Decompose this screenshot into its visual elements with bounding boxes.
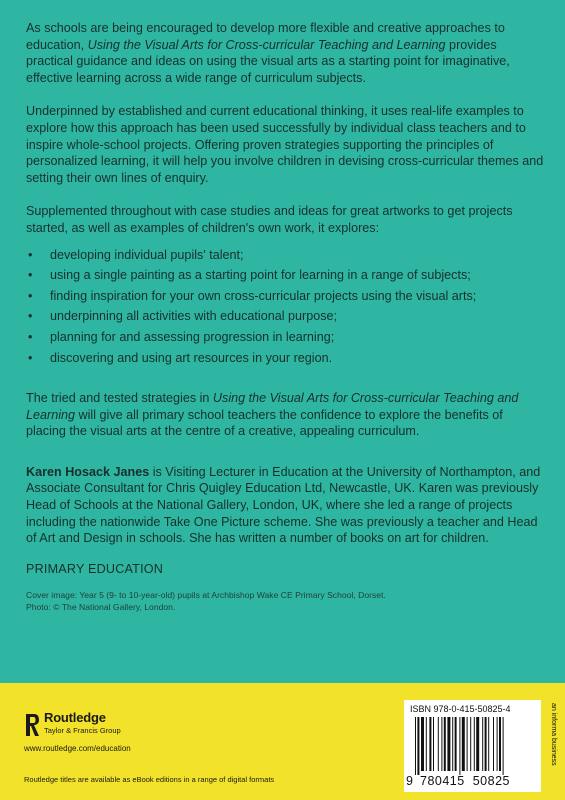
- intro-text: As schools are being encouraged to develop more flexible and creative approaches to education,: [26, 21, 505, 52]
- author-bio: [26, 464, 546, 547]
- list-item: • using a single painting as a starting point for learning in a range of subjects;: [26, 267, 546, 284]
- barcode-bar: [429, 717, 431, 771]
- list-item: • discovering and using art resources in your region.: [26, 350, 546, 367]
- intro-paragraph: [26, 20, 546, 86]
- intro-book-title: Using the Visual Arts for Cross-curricular Teaching and Learning: [87, 37, 446, 52]
- barcode-bar: [493, 717, 494, 771]
- isbn-label: ISBN 978-0-415-50825-4: [410, 704, 511, 714]
- barcode-bar: [482, 717, 483, 771]
- barcode-lead-digit: 9: [406, 774, 414, 788]
- closing-text: The tried and tested strategies in: [26, 391, 213, 406]
- barcode-bar: [459, 717, 460, 775]
- author-name: Karen Hosack Janes: [26, 464, 150, 479]
- blurb: [26, 20, 546, 613]
- barcode-bar: [433, 717, 434, 771]
- barcode-bar: [467, 717, 468, 771]
- barcode-group-2: 50825: [472, 774, 510, 788]
- barcode-bar: [455, 717, 457, 771]
- author-bio-text: is Visiting Lecturer in Education at the University of Northampton, and Associate Consultant for Chris Quigley Education Ltd, Newcastle, UK. Karen was previously Head of Schools at the National Gallery, London, UK, where she led a range of projects including the nationwide Take One Picture scheme. She was previously a teacher and Head of Art and Design in schools. She has written a number of books on art for children.: [26, 464, 541, 546]
- list-item: • developing individual pupils' talent;: [26, 247, 546, 264]
- barcode-bar: [447, 717, 450, 771]
- barcode-bars: [414, 717, 534, 775]
- publisher-url[interactable]: www.routledge.com/education: [24, 744, 131, 753]
- closing-text-end: will give all primary school teachers the confidence to explore the benefits of placing the visual arts at the centre of a creative, appealing curriculum.: [26, 407, 503, 439]
- cover-image-credit: Cover image: Year 5 (9- to 10-year-old) pupils at Archbishop Wake CE Primary School, Dorset.: [26, 590, 386, 601]
- barcode-bar: [438, 717, 439, 771]
- list-item: • finding inspiration for your own cross-curricular projects using the visual arts;: [26, 288, 546, 305]
- image-credits: [26, 589, 546, 613]
- barcode-bar: [488, 717, 489, 771]
- barcode-bar: [485, 717, 487, 771]
- informa-tagline: an informa business: [550, 703, 557, 766]
- barcode-bar: [499, 717, 501, 771]
- barcode-bar: [444, 717, 446, 771]
- publisher-logo: [24, 710, 154, 740]
- second-paragraph: Underpinned by established and current educational thinking, it uses real-life examples to explore how this approach has been used successfully by individual class teachers and to inspire whole-school projects. Offering proven strategies supporting the principles of personalized learning, it will help you involve children in devising cross-curricular themes and setting their own lines of enquiry.: [26, 104, 544, 185]
- category-label: PRIMARY EDUCATION: [26, 561, 164, 576]
- barcode-bar: [462, 717, 465, 771]
- barcode-bar: [470, 717, 471, 771]
- topics-list: [26, 247, 546, 367]
- routledge-r-icon: [24, 712, 40, 738]
- third-paragraph: Supplemented throughout with case studies and ideas for great artworks to get projects started, as well as examples of children's own work, it explores:: [26, 204, 513, 235]
- intro-text-end: provides practical guidance and ideas on using the visual arts as a starting point for imaginative, effective learning across a wide range of curriculum subjects.: [26, 37, 510, 85]
- barcode-digits: [406, 774, 510, 788]
- closing-paragraph: [26, 390, 546, 440]
- ebook-note: Routledge titles are available as eBook editions in a range of digital formats: [24, 775, 275, 784]
- barcode-bar: [426, 717, 427, 771]
- barcode: [404, 700, 541, 792]
- list-item: • planning for and assessing progression in learning;: [26, 329, 546, 346]
- list-item: • underpinning all activities with educational purpose;: [26, 308, 546, 325]
- barcode-bar: [497, 717, 498, 771]
- barcode-bar: [503, 717, 504, 775]
- side-tagline: [547, 703, 559, 795]
- barcode-bar: [421, 717, 424, 771]
- barcode-bar: [441, 717, 442, 771]
- barcode-bar: [452, 717, 453, 771]
- publisher-group: Taylor & Francis Group: [44, 726, 121, 735]
- barcode-group-1: 780415: [420, 774, 465, 788]
- photo-credit: Photo: © The National Gallery, London.: [26, 602, 176, 613]
- publisher-name: Routledge: [44, 710, 106, 725]
- barcode-bar: [415, 717, 416, 775]
- barcode-bar: [417, 717, 419, 775]
- barcode-bar: [474, 717, 475, 771]
- closing-book-title: Using the Visual Arts for Cross-curricular Teaching and Learning: [26, 391, 519, 422]
- barcode-bar: [476, 717, 479, 771]
